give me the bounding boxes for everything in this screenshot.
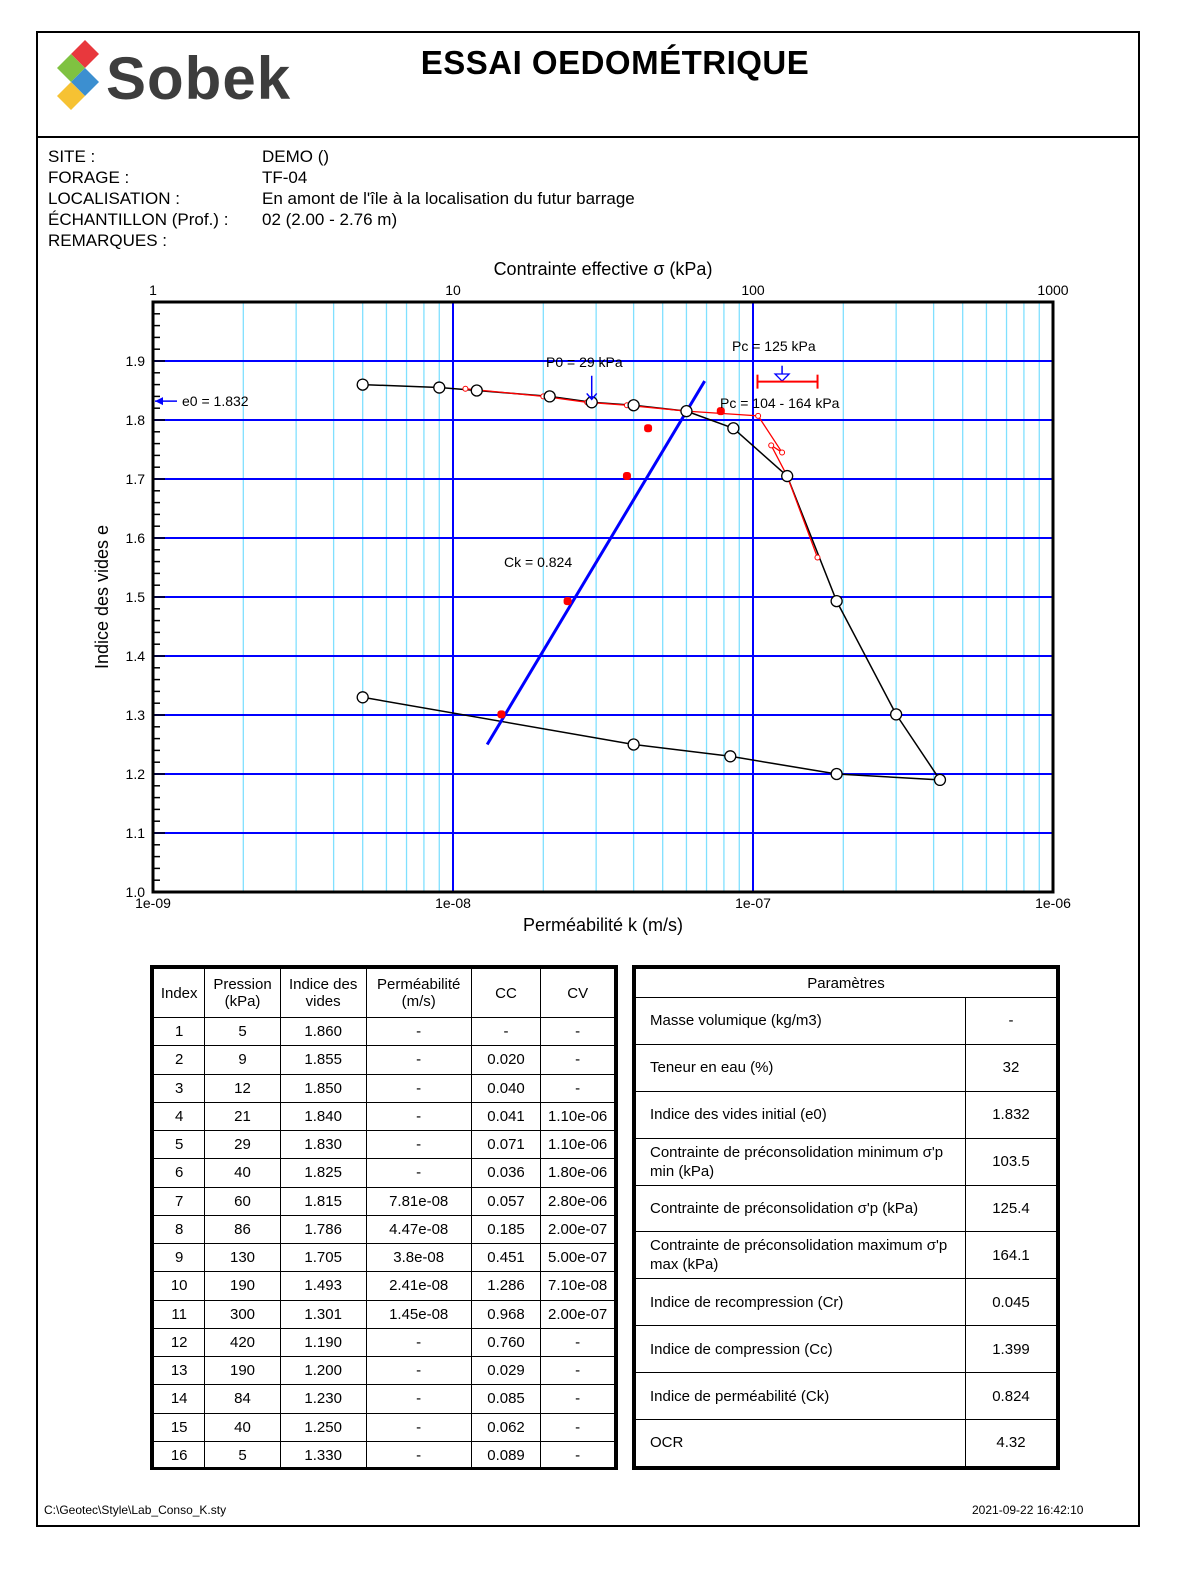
x-tick-label: 1e-06 — [1035, 895, 1071, 911]
table-cell: 10 — [154, 1272, 205, 1300]
table-cell: 0.029 — [471, 1357, 541, 1385]
table-cell: 0.040 — [471, 1074, 541, 1102]
data-table — [153, 968, 615, 1470]
table-cell: - — [366, 1074, 471, 1102]
table-cell: 29 — [205, 1131, 280, 1159]
param-row — [636, 1326, 1057, 1373]
table-cell: - — [366, 1413, 471, 1441]
table-cell: 40 — [205, 1413, 280, 1441]
top-axis-title: Contrainte effective σ (kPa) — [493, 259, 713, 279]
permeability-point — [564, 597, 572, 605]
param-row — [636, 1185, 1057, 1232]
param-label: Indice des vides initial (e0) — [636, 1091, 966, 1138]
col-header-cc: CC — [471, 969, 541, 1018]
table-cell: 1.80e-06 — [541, 1159, 615, 1187]
table-cell: 5 — [205, 1441, 280, 1469]
param-label: Indice de recompression (Cr) — [636, 1279, 966, 1326]
compression-point — [725, 751, 736, 762]
x-tick-label: 1e-09 — [135, 895, 171, 911]
p0-annotation: P0 = 29 kPa — [546, 354, 623, 370]
table-cell: 3 — [154, 1074, 205, 1102]
info-value-localisation: En amont de l'île à la localisation du futur barrage — [262, 189, 635, 208]
y-tick-label: 1.5 — [125, 589, 145, 605]
table-cell: 60 — [205, 1187, 280, 1215]
table-cell: 1.330 — [280, 1441, 366, 1469]
table-cell: 1.825 — [280, 1159, 366, 1187]
table-row — [154, 1131, 615, 1159]
param-label: Contrainte de préconsolidation maximum σ'p max (kPa) — [636, 1232, 966, 1279]
table-cell: 5 — [205, 1018, 280, 1046]
y-tick-label: 1.2 — [125, 766, 145, 782]
e0-arrow-head — [155, 397, 163, 405]
param-row — [636, 1373, 1057, 1420]
permeability-point — [644, 424, 652, 432]
compression-point — [891, 709, 902, 720]
table-cell: - — [541, 1385, 615, 1413]
table-cell: 16 — [154, 1441, 205, 1469]
compression-point — [628, 400, 639, 411]
table-cell: - — [366, 1046, 471, 1074]
param-row — [636, 1044, 1057, 1091]
table-cell: - — [541, 1074, 615, 1102]
table-cell: 1.815 — [280, 1187, 366, 1215]
table-cell: 0.089 — [471, 1441, 541, 1469]
compression-point — [831, 596, 842, 607]
table-cell: - — [366, 1102, 471, 1130]
y-tick-label: 1.4 — [125, 648, 145, 664]
x-axis-title: Perméabilité k (m/s) — [522, 915, 684, 935]
table-cell: 2.41e-08 — [366, 1272, 471, 1300]
table-cell: - — [366, 1357, 471, 1385]
table-cell: 13 — [154, 1357, 205, 1385]
table-cell: - — [541, 1018, 615, 1046]
table-cell: - — [366, 1159, 471, 1187]
info-label-site: SITE : — [48, 147, 96, 166]
table-cell: 3.8e-08 — [366, 1244, 471, 1272]
table-cell: 1.830 — [280, 1131, 366, 1159]
table-row — [154, 1244, 615, 1272]
compression-point — [681, 406, 692, 417]
table-cell: 1.10e-06 — [541, 1102, 615, 1130]
table-row — [154, 1441, 615, 1469]
table-row — [154, 1102, 615, 1130]
table-cell: 14 — [154, 1385, 205, 1413]
table-cell: 2 — [154, 1046, 205, 1074]
table-cell: 1.301 — [280, 1300, 366, 1328]
footer-file-path: C:\Geotec\Style\Lab_Conso_K.sty — [44, 1503, 227, 1517]
table-row — [154, 1074, 615, 1102]
table-cell: 1.850 — [280, 1074, 366, 1102]
table-cell: 86 — [205, 1215, 280, 1243]
param-value: - — [966, 998, 1057, 1045]
param-row — [636, 1091, 1057, 1138]
table-row — [154, 1046, 615, 1074]
info-label-remarques: REMARQUES : — [48, 231, 168, 250]
data-table-header-row — [154, 969, 615, 1018]
param-value: 125.4 — [966, 1185, 1057, 1232]
col-header-cv: CV — [541, 969, 615, 1018]
table-row — [154, 1187, 615, 1215]
param-label: Teneur en eau (%) — [636, 1044, 966, 1091]
table-cell: 12 — [154, 1328, 205, 1356]
table-cell: 0.036 — [471, 1159, 541, 1187]
table-cell: 1.493 — [280, 1272, 366, 1300]
param-value: 103.5 — [966, 1138, 1057, 1185]
param-row — [636, 1232, 1057, 1279]
y-tick-label: 1.9 — [125, 353, 145, 369]
params-table-title: Paramètres — [636, 969, 1057, 998]
table-cell: 40 — [205, 1159, 280, 1187]
col-header-indice-vides: Indice des vides — [280, 969, 366, 1018]
table-cell: 0.062 — [471, 1413, 541, 1441]
table-cell: 1.840 — [280, 1102, 366, 1130]
table-row — [154, 1328, 615, 1356]
pc-annotation: Pc = 125 kPa — [732, 338, 816, 354]
param-label: Indice de perméabilité (Ck) — [636, 1373, 966, 1420]
table-cell: - — [541, 1413, 615, 1441]
corrected-point — [769, 443, 774, 448]
table-row — [154, 1159, 615, 1187]
table-cell: 1.286 — [471, 1272, 541, 1300]
table-cell: 420 — [205, 1328, 280, 1356]
table-cell: 2.00e-07 — [541, 1215, 615, 1243]
table-cell: 21 — [205, 1102, 280, 1130]
y-tick-label: 1.0 — [125, 884, 145, 900]
table-cell: 1.250 — [280, 1413, 366, 1441]
param-label: Masse volumique (kg/m3) — [636, 998, 966, 1045]
param-row — [636, 998, 1057, 1045]
y-axis-title: Indice des vides e — [92, 524, 112, 670]
table-cell: 1.45e-08 — [366, 1300, 471, 1328]
table-cell: 0.041 — [471, 1102, 541, 1130]
table-cell: 0.451 — [471, 1244, 541, 1272]
table-cell: 0.968 — [471, 1300, 541, 1328]
ck-annotation: Ck = 0.824 — [504, 554, 573, 570]
table-cell: 1.230 — [280, 1385, 366, 1413]
table-row — [154, 1413, 615, 1441]
table-row — [154, 1300, 615, 1328]
info-value-site: DEMO () — [262, 147, 330, 166]
top-tick-label: 1 — [149, 282, 157, 298]
table-cell: 7.81e-08 — [366, 1187, 471, 1215]
table-cell: 1.705 — [280, 1244, 366, 1272]
info-label-forage: FORAGE : — [48, 168, 130, 187]
table-row — [154, 1272, 615, 1300]
table-cell: 300 — [205, 1300, 280, 1328]
table-row — [154, 1215, 615, 1243]
table-cell: 1.200 — [280, 1357, 366, 1385]
corrected-point — [756, 413, 761, 418]
compression-point — [434, 382, 445, 393]
pc-arrow-head — [775, 374, 789, 381]
table-row — [154, 1357, 615, 1385]
compression-point — [544, 391, 555, 402]
table-cell: 1.855 — [280, 1046, 366, 1074]
table-cell: 0.071 — [471, 1131, 541, 1159]
table-cell: 5 — [154, 1131, 205, 1159]
table-cell: 4 — [154, 1102, 205, 1130]
table-cell: - — [541, 1441, 615, 1469]
table-cell: 9 — [154, 1244, 205, 1272]
params-table — [635, 968, 1057, 1467]
compression-point — [934, 774, 945, 785]
y-tick-label: 1.7 — [125, 471, 145, 487]
table-cell: - — [366, 1441, 471, 1469]
permeability-point — [497, 710, 505, 718]
table-cell: 130 — [205, 1244, 280, 1272]
x-tick-label: 1e-08 — [435, 895, 471, 911]
table-cell: 7.10e-08 — [541, 1272, 615, 1300]
table-cell: 4.47e-08 — [366, 1215, 471, 1243]
param-value: 1.832 — [966, 1091, 1057, 1138]
e0-annotation: e0 = 1.832 — [182, 393, 249, 409]
table-cell: 190 — [205, 1357, 280, 1385]
table-cell: 11 — [154, 1300, 205, 1328]
table-cell: 2.00e-07 — [541, 1300, 615, 1328]
corrected-point — [815, 555, 820, 560]
param-label: OCR — [636, 1420, 966, 1467]
param-label: Contrainte de préconsolidation σ'p (kPa) — [636, 1185, 966, 1232]
param-value: 0.824 — [966, 1373, 1057, 1420]
param-value: 1.399 — [966, 1326, 1057, 1373]
table-cell: 0.185 — [471, 1215, 541, 1243]
compression-point — [831, 769, 842, 780]
corrected-point — [780, 450, 785, 455]
compression-point — [782, 471, 793, 482]
table-cell: 5.00e-07 — [541, 1244, 615, 1272]
compression-point — [357, 379, 368, 390]
top-tick-label: 10 — [445, 282, 461, 298]
table-cell: - — [541, 1046, 615, 1074]
param-row — [636, 1138, 1057, 1185]
table-cell: - — [541, 1357, 615, 1385]
col-header-permeabilite: Perméabilité (m/s) — [366, 969, 471, 1018]
param-value: 32 — [966, 1044, 1057, 1091]
param-value: 0.045 — [966, 1279, 1057, 1326]
x-tick-label: 1e-07 — [735, 895, 771, 911]
compression-point — [357, 692, 368, 703]
param-value: 164.1 — [966, 1232, 1057, 1279]
y-tick-label: 1.6 — [125, 530, 145, 546]
table-cell: 9 — [205, 1046, 280, 1074]
compression-point — [628, 739, 639, 750]
permeability-point — [623, 472, 631, 480]
y-tick-label: 1.3 — [125, 707, 145, 723]
compression-point — [471, 385, 482, 396]
col-header-index: Index — [154, 969, 205, 1018]
info-value-echantillon: 02 (2.00 - 2.76 m) — [262, 210, 398, 229]
info-label-echantillon: ÉCHANTILLON (Prof.) : — [48, 210, 229, 229]
param-row — [636, 1279, 1057, 1326]
table-cell: 0.020 — [471, 1046, 541, 1074]
table-cell: - — [366, 1018, 471, 1046]
table-cell: - — [541, 1328, 615, 1356]
footer-timestamp: 2021-09-22 16:42:10 — [972, 1503, 1084, 1517]
table-cell: 1.786 — [280, 1215, 366, 1243]
y-tick-label: 1.1 — [125, 825, 145, 841]
top-tick-label: 100 — [741, 282, 765, 298]
table-cell: - — [366, 1131, 471, 1159]
info-value-forage: TF-04 — [262, 168, 308, 187]
compression-point — [728, 423, 739, 434]
table-cell: - — [471, 1018, 541, 1046]
compression-curve — [363, 385, 940, 780]
table-cell: 1.10e-06 — [541, 1131, 615, 1159]
corrected-curve — [465, 389, 817, 558]
table-cell: 2.80e-06 — [541, 1187, 615, 1215]
table-cell: 8 — [154, 1215, 205, 1243]
param-label: Indice de compression (Cc) — [636, 1326, 966, 1373]
col-header-pression: Pression (kPa) — [205, 969, 280, 1018]
table-cell: 12 — [205, 1074, 280, 1102]
pc-range-annotation: Pc = 104 - 164 kPa — [720, 395, 840, 411]
info-label-localisation: LOCALISATION : — [48, 189, 180, 208]
top-tick-label: 1000 — [1037, 282, 1069, 298]
table-cell: 6 — [154, 1159, 205, 1187]
table-cell: 84 — [205, 1385, 280, 1413]
table-cell: 15 — [154, 1413, 205, 1441]
table-row — [154, 1018, 615, 1046]
table-cell: - — [366, 1385, 471, 1413]
param-value: 4.32 — [966, 1420, 1057, 1467]
corrected-point — [463, 386, 468, 391]
table-cell: 1.190 — [280, 1328, 366, 1356]
table-cell: 1 — [154, 1018, 205, 1046]
table-cell: 1.860 — [280, 1018, 366, 1046]
table-cell: 7 — [154, 1187, 205, 1215]
table-cell: - — [366, 1328, 471, 1356]
y-tick-label: 1.8 — [125, 412, 145, 428]
table-row — [154, 1385, 615, 1413]
table-cell: 190 — [205, 1272, 280, 1300]
param-label: Contrainte de préconsolidation minimum σ'p min (kPa) — [636, 1138, 966, 1185]
report-title: ESSAI OEDOMÉTRIQUE — [420, 44, 810, 81]
company-logo-text: Sobek — [106, 45, 292, 112]
table-cell: 0.085 — [471, 1385, 541, 1413]
table-cell: 0.760 — [471, 1328, 541, 1356]
param-row — [636, 1420, 1057, 1467]
table-cell: 0.057 — [471, 1187, 541, 1215]
